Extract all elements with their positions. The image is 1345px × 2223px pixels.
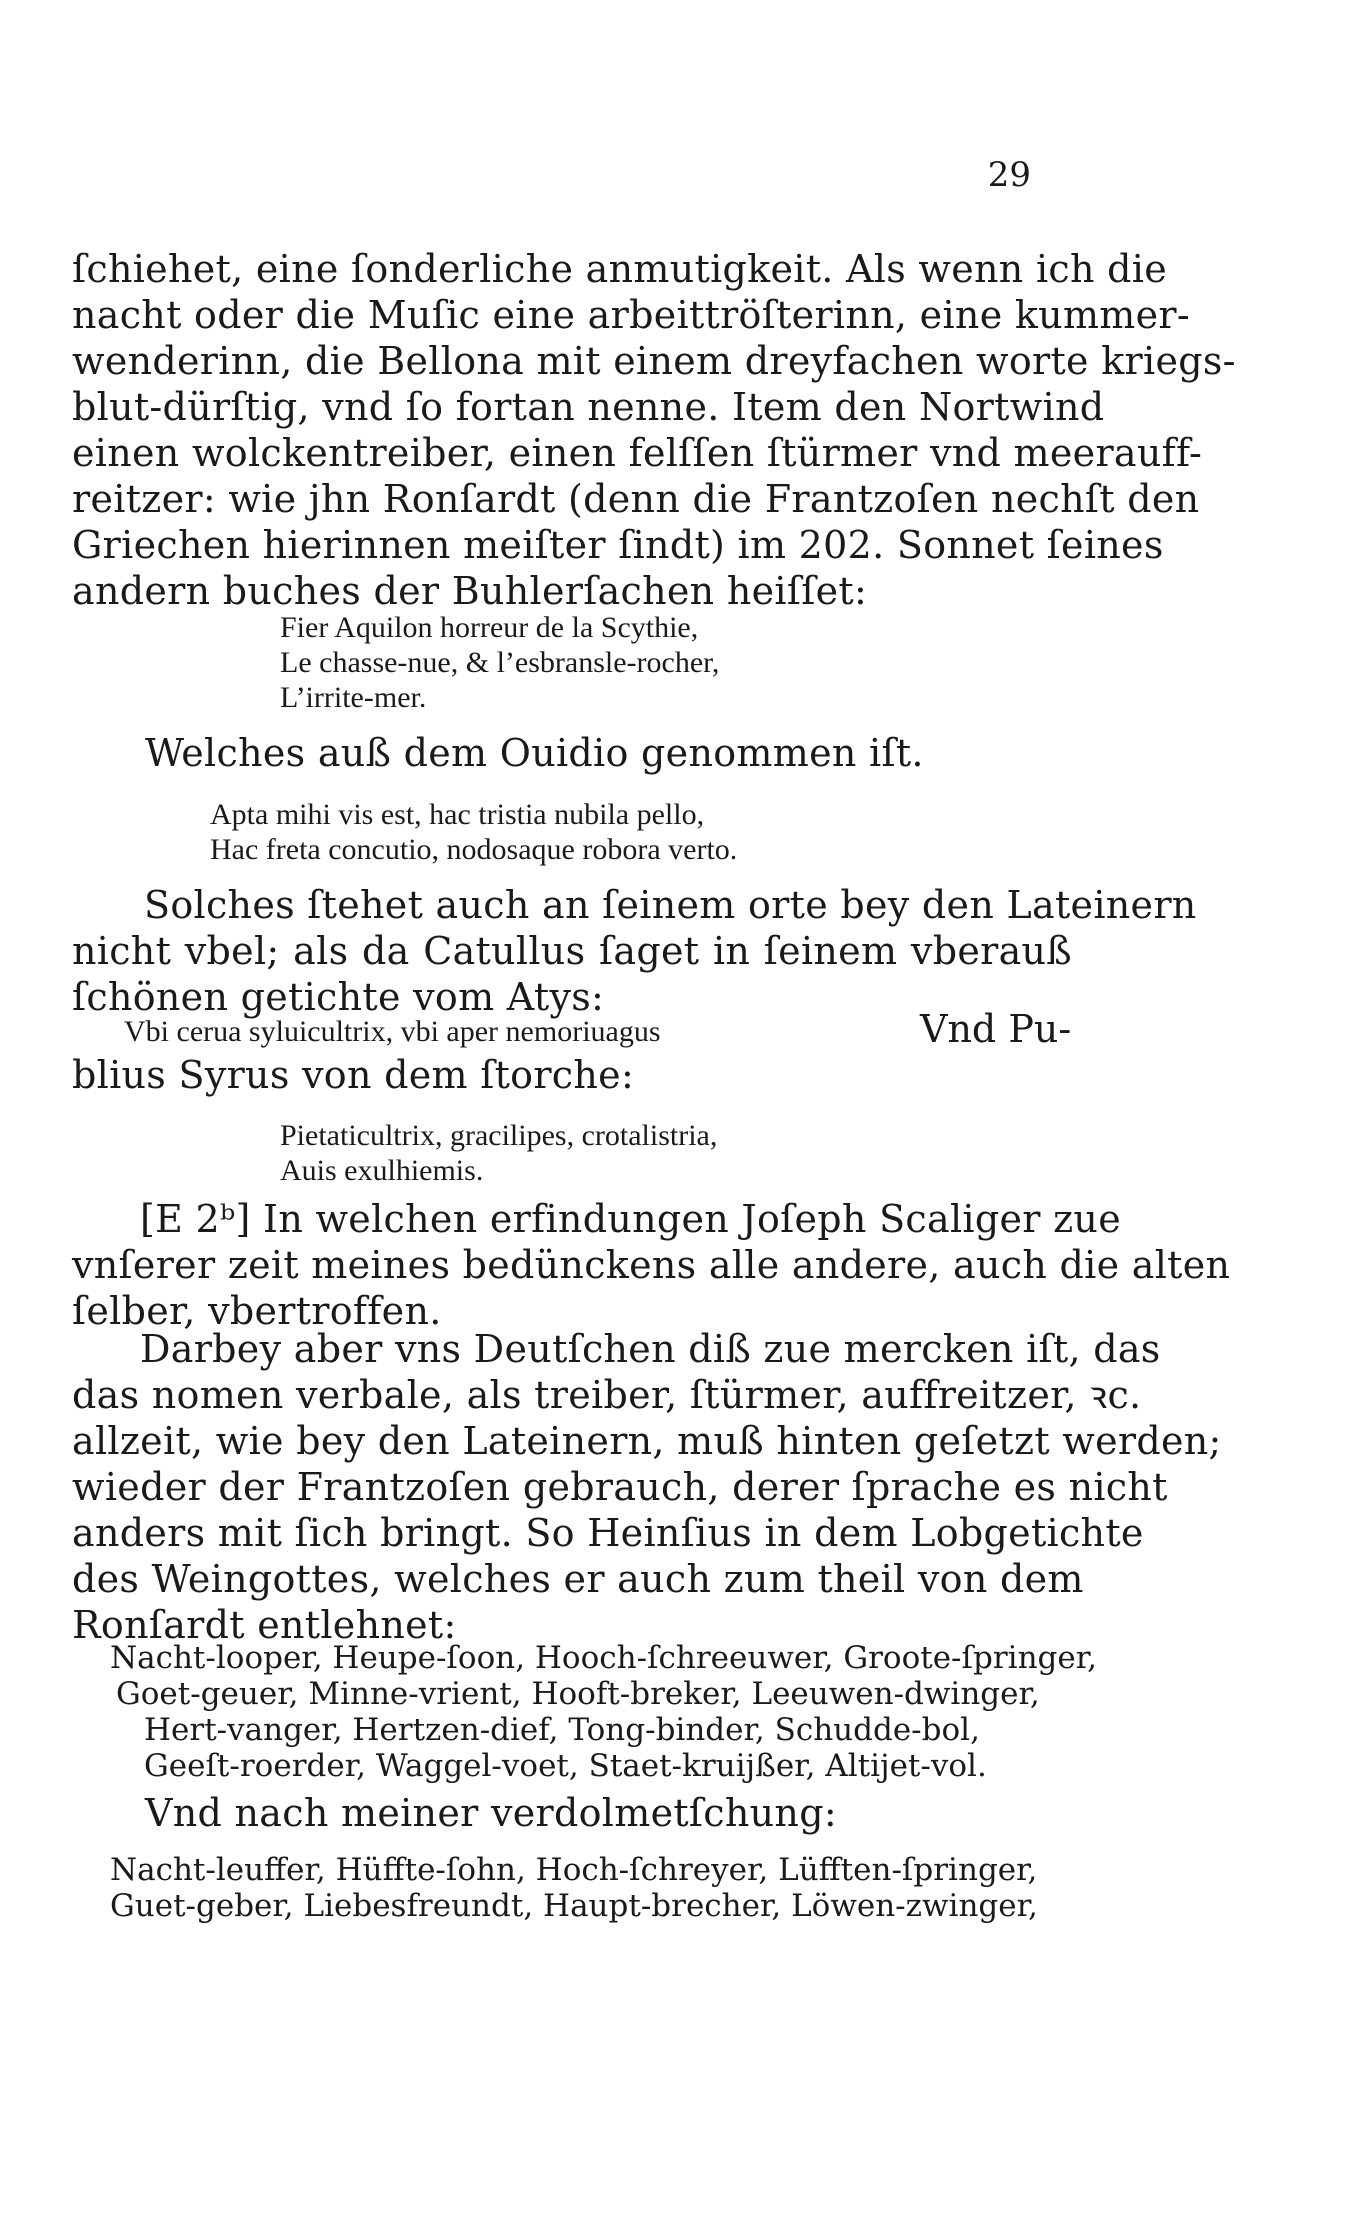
text-line: wenderinn, die Bellona mit einem dreyfachen worte kriegs- xyxy=(72,339,1236,383)
verse-line: Nacht-leuffer, Hüffte-ſohn, Hoch-ſchreyer, Lüfften-ſpringer, xyxy=(110,1852,1038,1888)
verse-line: Guet-geber, Liebesfreundt, Haupt-brecher, Löwen-zwinger, xyxy=(110,1888,1038,1924)
text-line: einen wolckentreiber, einen felſſen ſtürmer vnd meerauff- xyxy=(72,431,1203,475)
text-line: ſchiehet, eine ſonderliche anmutigkeit. Als wenn ich die xyxy=(72,247,1168,291)
paragraph-1 xyxy=(72,246,1236,614)
dutch-verse xyxy=(110,1640,1097,1784)
verse-line: Hert-vanger, Hertzen-dief, Tong-binder, Schudde-bol, xyxy=(144,1712,980,1748)
text-line: Solches ſtehet auch an ſeinem orte bey den Lateinern xyxy=(144,883,1197,927)
quote-line: L’irrite-mer. xyxy=(280,681,427,714)
paragraph-2 xyxy=(72,882,1197,1020)
text-line: blut-dürſtig, vnd ſo fortan nenne. Item den Nortwind xyxy=(72,385,1105,429)
text-line: anders mit ſich bringt. So Heinſius in dem Lobgetichte xyxy=(72,1511,1144,1555)
translation-line-block xyxy=(145,1790,945,1836)
text-line: nicht vbel; als da Catullus ſaget in ſeinem vberauß xyxy=(72,929,1072,973)
text-line: blius Syrus von dem ſtorche: xyxy=(72,1053,635,1097)
quote-line: Hac freta concutio, nodosaque robora verto. xyxy=(210,833,738,866)
text-line: des Weingottes, welches er auch zum theil von dem xyxy=(72,1557,1084,1601)
text-line: allzeit, wie bey den Lateinern, muß hinten geſetzt werden; xyxy=(72,1419,1222,1463)
text-line: Ronſardt entlehnet: xyxy=(72,1603,457,1647)
text-line: Vnd nach meiner verdolmetſchung: xyxy=(145,1791,837,1835)
german-verse xyxy=(110,1852,1038,1924)
latin-quote-ovid xyxy=(210,797,737,867)
text-line: nacht oder die Muſic eine arbeittröſterinn, eine kummer- xyxy=(72,293,1191,337)
verse-line: Nacht-looper, Heupe-ſoon, Hooch-ſchreeuwer, Groote-ſpringer, xyxy=(110,1640,1098,1676)
catullus-tail: Vnd Pu- xyxy=(920,1007,1072,1051)
text-line: vnſerer zeit meines bedünckens alle andere, auch die alten xyxy=(72,1243,1231,1287)
quote-line: Fier Aquilon horreur de la Scythie, xyxy=(280,611,699,644)
text-line: wieder der Frantzoſen gebrauch, derer ſprache es nicht xyxy=(72,1465,1168,1509)
quote-line: Auis exulhiemis. xyxy=(280,1154,484,1187)
text-line: reitzer: wie jhn Ronſardt (denn die Frantzoſen nechſt den xyxy=(72,477,1200,521)
text-line: Welches auß dem Ouidio genommen iſt. xyxy=(145,731,924,775)
text-line: Griechen hierinnen meiſter ſindt) im 202. Sonnet ſeines xyxy=(72,523,1164,567)
quote-line: Pietaticultrix, gracilipes, crotalistria, xyxy=(280,1119,718,1152)
quote-line: Apta mihi vis est, hac tristia nubila pello, xyxy=(210,798,705,831)
ovid-line-block xyxy=(145,730,945,776)
french-quote xyxy=(280,610,719,715)
latin-quote-publius xyxy=(280,1118,717,1188)
text-line: [E 2ᵇ] In welchen erfindungen Joſeph Scaliger zue xyxy=(140,1197,1121,1241)
paragraph-4 xyxy=(72,1326,1222,1648)
verse-line: Goet-geuer, Minne-vrient, Hooft-breker, Leeuwen-dwinger, xyxy=(116,1676,1040,1712)
text-line: Darbey aber vns Deutſchen diß zue mercken iſt, das xyxy=(140,1327,1161,1371)
paragraph-3 xyxy=(72,1196,1231,1334)
catullus-quote: Vbi cerua syluicultrix, vbi aper nemoriuagus xyxy=(124,1015,661,1048)
text-line: andern buches der Buhlerſachen heiſſet: xyxy=(72,569,868,613)
text-line: ſchönen getichte vom Atys: xyxy=(72,975,605,1019)
text-line: ſelber, vbertroffen. xyxy=(72,1289,442,1333)
publius-line-block xyxy=(72,1052,872,1098)
verse-line: Geeſt-roerder, Waggel-voet, Staet-kruijßer, Altijet-vol. xyxy=(144,1748,987,1784)
text-line: das nomen verbale, als treiber, ſtürmer, auffreitzer, ꝛc. xyxy=(72,1373,1142,1417)
page-number: 29 xyxy=(987,155,1031,195)
quote-line: Le chasse-nue, & l’esbransle-rocher, xyxy=(280,646,720,679)
